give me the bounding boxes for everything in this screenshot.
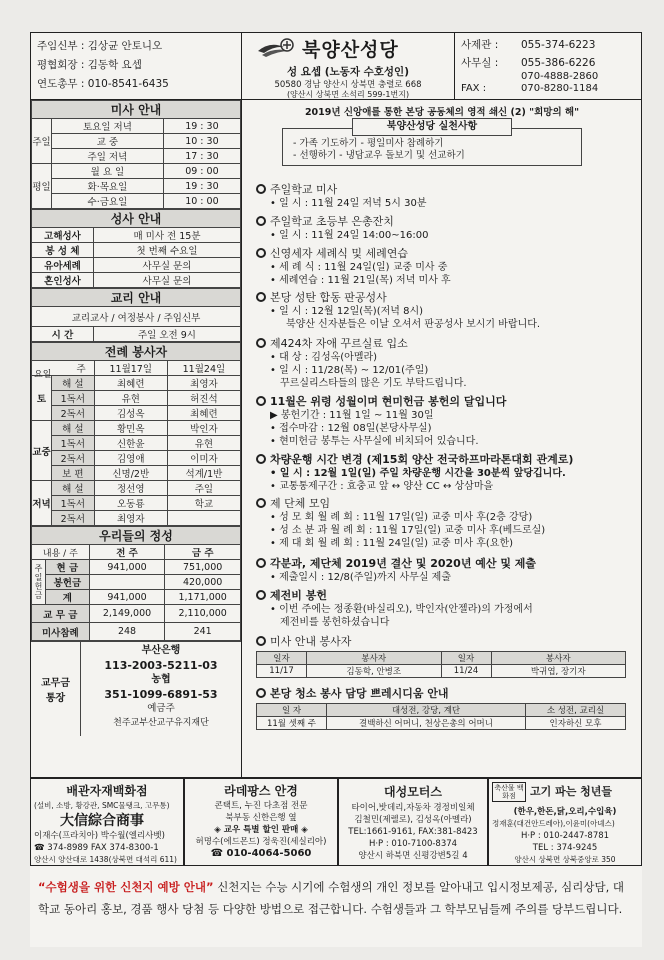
notice-item-6: 11월은 위령 성월이며 현미헌금 봉헌의 달입니다 ▶ 봉헌기간 : 11월 1일 ~ 11월 30일 • 접수마감 : 12월 08일(본당사무실) • 현미헌금 봉투는 사무실에 비치되어 있습니다.	[256, 394, 636, 448]
bullet-icon	[256, 558, 266, 568]
secretary-line: 연도총무 : 010-8541-6435	[37, 78, 169, 90]
header-staff	[30, 32, 242, 100]
notice-item-8: 제 단체 모임 • 성 모 회 월 례 회 : 11월 17일(일) 교중 미사 후(2층 강당) • 성 소 분 과 월 례 회 : 11월 17일(일) 교중 미사 후(베드로실) • 제 대 회 월 례 회 : 11월 24일(일) 교중 미사 후(요한)	[256, 496, 636, 550]
mass-title: 미사 안내	[32, 101, 241, 119]
parish-logo-icon	[256, 37, 296, 59]
notice-item-7: 차량운행 시간 변경 (제15회 양산 전국하프마라톤대회 관계로) • 일 시 : 12월 1일(일) 주일 차량운행 시간을 30분씩 앞당깁니다. • 교통통제구간 : 효충교 앞 ↔ 양산 CC ↔ 상삼마을	[256, 452, 636, 493]
header-contacts	[454, 32, 642, 100]
footer-highlight: “수험생을 위한 신천지 예방 안내”	[38, 880, 214, 894]
left-column	[30, 100, 242, 778]
ads-row	[30, 778, 642, 866]
doctrine-table: 교리 안내 교리교사 / 여정봉사 / 주임신부 시 간 주일 오전 9시	[31, 288, 241, 342]
mass-servers-table: 일자 봉사자 일자 봉사자 11/17 김동학, 안병조 11/24 박귀엽, 장기자	[256, 651, 626, 678]
bank-info: 교무금 통장 부산은행 113-2003-5211-03 농협 351-1099-6891-53 예금주 천주교부산교구유지재단	[31, 641, 241, 736]
practice-box: 북양산성당 실천사항 - 가족 기도하기 - 평일미사 참례하기 - 선행하기 - 냉담교우 돌보기 및 선교하기	[282, 118, 582, 170]
council-line: 평협회장 : 김동학 요셉	[37, 59, 142, 71]
ad-optician: 라데팡스 안경 콘택트, 누진 다초점 전문 북부동 신한은행 옆 ◈ 교우 특별 할인 판매 ◈ 허명수(에드몬드) 정욱진(세실리아) ☎ 010-4064-5060	[184, 778, 338, 866]
sunday-label: 주일	[32, 119, 52, 164]
notice-item-10: 제전비 봉헌 • 이번 주에는 정종환(바실리오), 박인자(안젤라)의 가정에서 제전비를 봉헌하셨습니다	[256, 588, 636, 629]
bullet-icon	[256, 396, 266, 406]
parish-title: 북양산성당	[302, 39, 399, 61]
bullet-icon	[256, 292, 266, 302]
year-theme: 2019년 신앙애를 통한 본당 공동체의 영적 쇄신 (2) "희망의 해"	[304, 107, 580, 118]
mass-table: 미사 안내 주일 토요일 저녁 19 : 30 교 중 10 : 30 주일 저녁 17 : 30 평일 월 요 일 09 : 00 화·목요일 19 : 30 수·금요일 10 : 00	[31, 100, 241, 209]
ad-plumbing: 배관자재백화점 (설비, 소방, 황강관, SMC물탱크, 고무통) 大信綜合商事 이재수(프라치아) 박수월(엘리사벳) ☎ 374-8989 FAX 374-8300-1 양산시 양산대로 1438(상북면 대석리 611)	[30, 778, 184, 866]
contact-fax: FAX : 070-8280-1184	[461, 83, 599, 94]
servers-title: 전례 봉사자	[32, 343, 241, 361]
notice-item-4: 본당 성탄 합동 판공성사 • 일 시 : 12월 12일(목)(저녁 8시) 북양산 신자분들은 이날 오셔서 판공성사 보시기 바랍니다.	[256, 290, 636, 331]
notice-item-9: 각분과, 제단체 2019년 결산 및 2020년 예산 및 제출 • 제출일시 : 12/8(주일)까지 사무실 제출	[256, 556, 636, 584]
bullet-icon	[256, 184, 266, 194]
contact-rectory: 사제관 : 055-374-6223	[461, 39, 596, 51]
notices-column	[242, 100, 642, 778]
address-old: (양산시 상북면 소석리 599-1번지)	[286, 90, 410, 99]
weekday-label: 평일	[32, 164, 52, 209]
footer-text: 신천지는 수능 시기에 수험생의 개인 정보를 알아내고 입시정보제공, 심리상담, 대학교 동아리 홍보, 경품 행사 당첨 등 다양한 방법으로 접근합니다. 수험생들과 그 학부모님들께 주의를 당부드립니다.	[38, 880, 625, 916]
address: 50580 경남 양산시 상북면 충렬로 668	[274, 80, 422, 90]
bullet-icon	[256, 248, 266, 258]
servers-table: 전례 봉사자 주 요일 11월17일 11월24일 토 해 설 최혜련 최영자 1독서 유현 허진석 2독서 김성옥 최혜련 교중 해 설 황민옥 박인자 1독서 신한윤 유현 2독서 김영애 이미자 보 편 신명/2반 석계/1반 저녁 해 설 정선영 주일 1독서 오동룡 학교 2독서 최영자	[31, 342, 241, 526]
bulletin-page	[30, 32, 642, 947]
notice-item-11: 미사 안내 봉사자 일자 봉사자 일자 봉사자 11/17 김동학, 안병조 11/24 박귀엽, 장기자	[256, 634, 636, 678]
contact-office-2: 070-4888-2860	[521, 71, 599, 82]
bullet-icon	[256, 216, 266, 226]
cleaning-table: 일 자 대성전, 강당, 계단 소 성전, 교리실 11월 셋째 주 결백하신 어머니, 천상은총의 어머니 인자하신 모후	[256, 703, 626, 730]
ad-butcher: 축산물 백화점 고기 파는 청년들 (한우,한돈,닭,오리,수입육) 정재훈(대건안드레아),이윤미(아녜스) H·P : 010-2447-8781 TEL : 374-9245 양산시 상북면 상북중앙로 350	[488, 778, 642, 866]
notice-item-5: 제424차 자애 꾸르실료 입소 • 대 상 : 김성옥(아멜라) • 일 시 : 11/28(목) ~ 12/01(주일) 꾸르실리스타들의 많은 기도 부탁드립니다.	[256, 336, 636, 390]
contact-office: 사무실 : 055-386-6226	[461, 57, 596, 69]
notice-item-3: 신영세자 세례식 및 세례연습 • 세 례 식 : 11월 24일(일) 교중 미사 중 • 세례연습 : 11월 21일(목) 저녁 미사 후	[256, 246, 636, 287]
offering-table: 우리들의 정성 내용 / 주 전 주 금 주 주일헌금 현 금 941,000 751,000 봉헌금 420,000 계 941,000 1,171,000 교 무 금 2,149,000 2,110,000 미사참례 248 241	[31, 526, 241, 641]
bullet-icon	[256, 338, 266, 348]
offering-title: 우리들의 정성	[32, 527, 241, 545]
footer-notice	[30, 872, 642, 947]
bullet-icon	[256, 454, 266, 464]
notice-item-12: 본당 청소 봉사 담당 쁘레시디움 안내 일 자 대성전, 강당, 계단 소 성전, 교리실 11월 셋째 주 결백하신 어머니, 천상은총의 어머니 인자하신 모후	[256, 686, 636, 730]
notice-item-2: 주일학교 초등부 은총잔치 • 일 시 : 11월 24일 14:00~16:00	[256, 214, 636, 242]
ad-motors: 대성모터스 타이어,밧데리,자동차 경정비일체 김철민(제렐로), 김성옥(아멜라) TEL:1661-9161, FAX:381-8423 H·P : 010-7100-8374 양산시 하북면 신평강변5길 4	[338, 778, 488, 866]
header-title-block	[242, 32, 454, 100]
bullet-icon	[256, 498, 266, 508]
bullet-icon	[256, 590, 266, 600]
sacrament-title: 성사 안내	[32, 210, 241, 228]
doctrine-title: 교리 안내	[32, 289, 241, 307]
patron-saint: 성 요셉 (노동자 수호성인)	[287, 66, 409, 78]
notice-item-1: 주일학교 미사 • 일 시 : 11월 24일 저녁 5시 30분	[256, 182, 636, 210]
bullet-icon	[256, 688, 266, 698]
pastor-line: 주임신부 : 김상균 안토니오	[37, 40, 163, 52]
bullet-icon	[256, 636, 266, 646]
sacrament-table: 성사 안내 고해성사 매 미사 전 15분 봉 성 체 첫 번째 수요일 유아세례 사무실 문의 혼인성사 사무실 문의	[31, 209, 241, 288]
